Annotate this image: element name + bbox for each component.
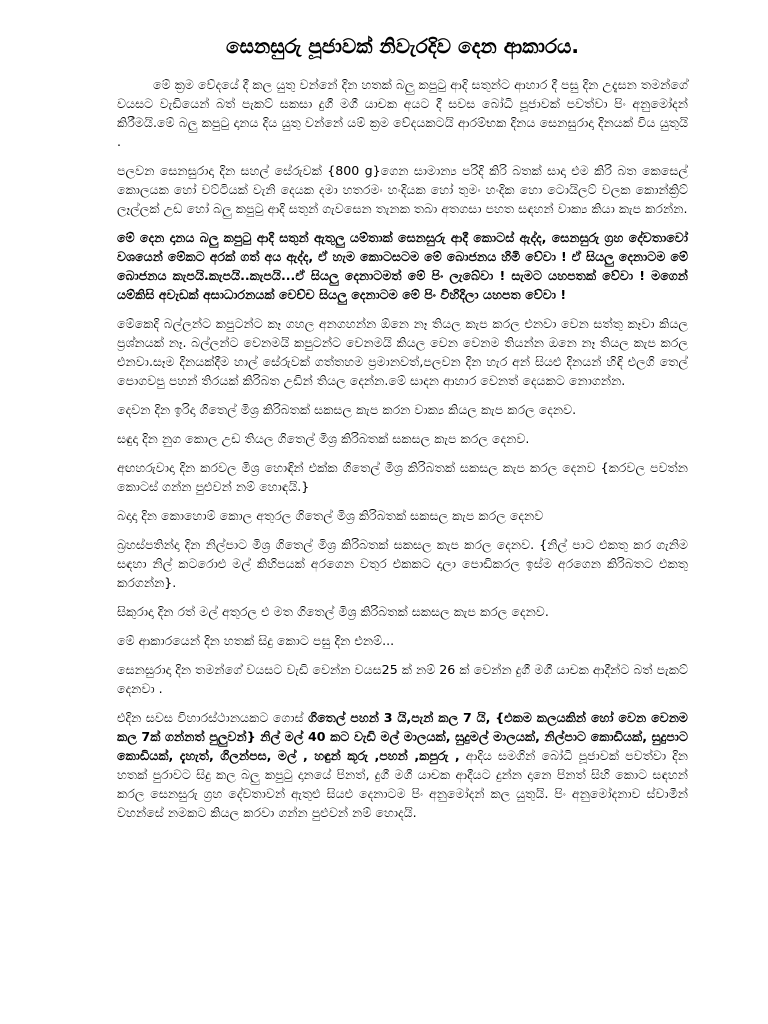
paragraph-thursday: බ්‍රහස්පතින්දා දින නිල්පාට මිශ්‍ර ගිතෙල් මිශ්‍ර කිරිබතක් සකසල කැප කරල දෙනව. {නිල් පාට එකතු කර ගැනිම සඳහා නිල් කටරොළු මල් කිහිපයක් අරගෙන වතුර එකකට දාලා පොඩිකරල ඉස්ම අරගෙන කිරිබතට එකතු කරගන්න}. — [117, 537, 688, 590]
bodhi-puja-intro: එදින සවස විහාරස්ථානයකට ගොස් — [117, 710, 309, 725]
paragraph-offering-verse: මේ දෙන දානය බලු කපුටු ආදි සතුන් ඇතුලු යම්තාක් සෙනසුරු ආදී කොටස් ඇද්ද, සෙනසුරු ග්‍රහ දේවතාවෝ වශයෙන් මේකට අරක් ගත් අය ඇද්ද, ඒ හැම කොටසටම මේ බොජනය හිමි වේවා ! ඒ සියලු දෙනාටම මේ බොජනය කැපයි.කැපයි..කැපයි...ඒ සියලු දෙනාටමත් මේ පිං ලැබේවා ! සැමට යහපතක් වේවා ! මගෙන් යම්කිසි අවැඩක් අසාධාරනයක් වෙච්ච සියලු දෙනාටම මේ පිං විහිදිලා යහපත වේවා ! — [117, 230, 688, 302]
paragraph-bodhi-puja — [117, 708, 688, 822]
paragraph-final-saturday: සෙනසුරාදා දින තමන්ගේ වයසට වැඩි වෙන්න වයස25 ක් නම් 26 ක් වෙන්න දුගී මගී යාචක ආදීන්ට බත් පැකට් දෙනවා . — [117, 662, 688, 696]
paragraph-monday: සඳුදා දින නුග කොල උඩ තියල ගිතෙල් මිශ්‍ර කිරිබතක් සකසල කැප කරල දෙනව. — [117, 431, 530, 446]
paragraph-tuesday: අඟහරුවාදා දින කරවල මිශ්‍ර හොඳින් එක්ක ගිතෙල් මිශ්‍ර කිරිබතක් සකසල කැප කරල දෙනව {කරවල පවත්න කොටස් ගන්න පුළුවන් නම් හොඳයි.} — [117, 460, 688, 494]
paragraph-instructions: මේකෙදි බල්ලන්ට කපුටන්ට කෑ ගහල අනගහන්න ඕනෙ නෑ තියල කැප කරල එනවා වෙන සත්තු කෑවා කියල ප්‍රශ්නයක් නෑ. බල්ලන්ට වෙනමයි කපුටන්ට වෙනමයි කියල වෙන වෙනම තියන්න ඔනෙ නෑ තියල කැප කරල එනවා.සෑම දිනයක්දීම හාල් සේරුවක් ගත්තහම ප්‍රමානවත්,පලවන දින හැර අන් සියළු දිනයන් හිඳි එලගි තෙල් පොගවපු පහන් තිරයක් කිරිබත උඩින් තියල දෙන්න.මේ සාදන ආහාර වෙනත් දෙයකට නොගන්න. — [117, 316, 688, 388]
paragraph-intro: මේ ක්‍රම වේදයේ දී කල යුතු වන්නේ දින හතක් බලු කපුටු ආදි සතුන්ට ආහාර දී පසු දින උදැසන තමන්ගේ වයසට වැඩියෙන් බත් පැකට් සකසා දුගී මගී යාචක අයට දී සවස බෝධි පූජාවක් පවත්වා පිං අනුමෝදන් කිරීමයි.මේ බලු කපුටු දානය දිය යුතු වන්නේ යම් ක්‍රම වේදයකටයි ආරම්භක දිනය සෙනසුරාදා දිනයක් විය යුතුයි . — [117, 77, 688, 149]
page-title: සෙනසුරු පූජාවක් නිවැරදිව දෙන ආකාරය. — [225, 34, 580, 58]
bodhi-puja-items: ගිතෙල් පහන් 3 යි,පැන් කල 7 යි, {එකම කලයකින් හෝ වෙන වෙනම කල 7ක් ගන්නත් පුලුවන්} නිල් මල් 40 කට වැඩි මල් මාලයක්, සුදුමල් මාලයක්, නිල්පාට කොඩියක්, සුදුපාට කොඩියක්, දැහැත්, ගිලන්පස, මල් , හඳුන් කූරු ,පහන් ,කපුරු , — [117, 710, 688, 763]
paragraph-wednesday: බදාදා දින කොහොම් කොල අතුරල ගිතෙල් මිශ්‍ර කිරිබතක් සකසල කැප කරල දෙනව — [117, 508, 544, 523]
paragraph-sunday: දෙවන දින ඉරිදා ගිතෙල් මිශ්‍ර කිරිබතක් සකසල කැප කරන වාක්‍ය කියල කැප කරල දෙනව. — [117, 402, 577, 417]
paragraph-friday: සිකුරාදා දින රත් මල් අතුරල එ මත ගිතෙල් මිශ්‍ර කිරිබතක් සකසල කැප කරල දෙනව. — [117, 604, 549, 619]
paragraph-after-seven-days: මේ ආකාරයෙන් දින හතක් සිදු කොට පසු දින එනම්... — [117, 633, 395, 648]
bodhi-puja-closing: ආදිය සමගින් බෝධි පූජාවක් පවත්වා දින හතක් පුරාවට සිදු කල බලු කපුටු දානයේ පිනත්, දුගී මගී යාචක ආදීයට දුන්න දානෙ පිනත් සිහි කොට සඳහන් කරල සෙනසුරු ග්‍රහ දේවතාවන් ඇතුළු සියළු දෙනාටම පිං අනුමෝදන් කල යුතුයි. පිං අනුමෝදනාව ස්වාමීන් වහන්සේ නමකට කියල කරවා ගන්න පුළුවන් නම් හොදයි. — [117, 748, 688, 820]
paragraph-first-saturday: පලවන සෙනසුරාදා දින සහල් සේරුවක් {800 g}ගෙන සාමාන්‍ය පරිදි කිරි බතක් සාදා එම කිරි බත කෙසෙල් කොලයක හෝ වට්ටියක් වැනි දෙයක දමා හතරමං හංදියක හෝ තුමං හංදික හො ටොයිලට් වලක කොන්ක්‍රිට් ලෑල්ලක් උඩ හෝ බලු කපුටු ආදි සතුන් ගැවසෙන තැනක තබා අතගසා පහත සඳහන් වාක්‍ය කියා කැප කරන්න. — [117, 163, 688, 216]
